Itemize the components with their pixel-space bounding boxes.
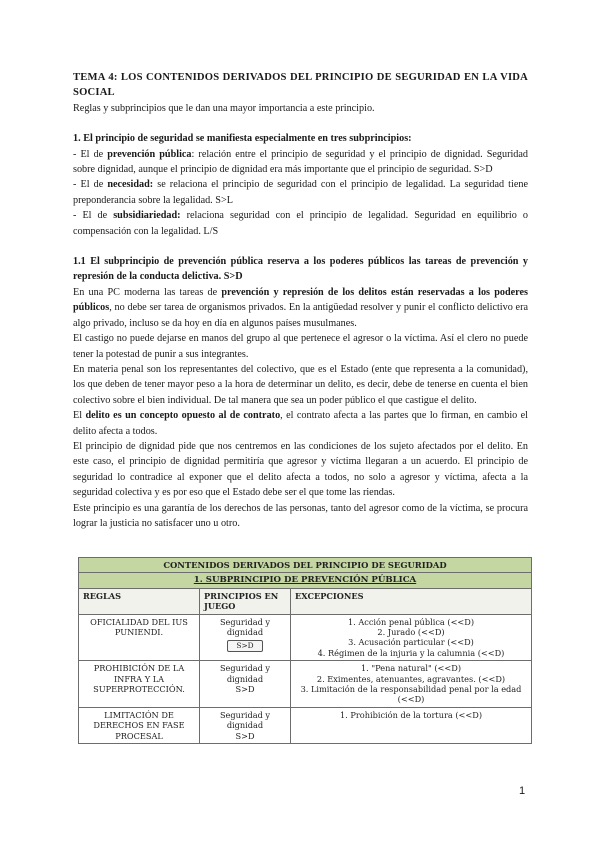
table-row xyxy=(79,614,532,661)
column-header-principles: PRINCIPIOS EN JUEGO xyxy=(200,588,291,614)
paragraph: El principio de dignidad pide que nos centremos en las condiciones de los sujeto afectados por el delito. En este caso, el principio de dignidad permitiría que agresor y víctima llegaran a un acuerdo. El principio de seguridad lo contradice al exponer que el delito afecta a todos, no solo a agresor y víctima, afecta a la seguridad colectiva y es por eso que el Estado debe ser el que tome las riendas. xyxy=(73,440,528,499)
page-subtitle: Reglas y subprincipios que le dan una mayor importancia a este principio. xyxy=(73,102,375,114)
rule-cell: PROHIBICIÓN DE LA INFRA Y LA SUPERPROTECCIÓN. xyxy=(79,661,200,708)
exceptions-cell: 1. Prohibición de la tortura (<<D) xyxy=(291,707,532,743)
principles-cell: Seguridad y dignidad S>D xyxy=(200,707,291,743)
principles-cell: Seguridad y dignidad S>D xyxy=(200,614,291,661)
page-title: TEMA 4: LOS CONTENIDOS DERIVADOS DEL PRINCIPIO DE SEGURIDAD EN LA VIDA SOCIAL xyxy=(73,72,528,99)
paragraph: En una PC moderna las tareas de prevención y represión de los delitos están reservadas a los poderes públicos, no debe ser tarea de organismos privados. En la antigüedad resolver y punir el conflicto delictivo era algo privado, incluso se da hoy en día en algunos países musulmanes. xyxy=(73,286,528,329)
exceptions-cell: 1. Acción penal pública (<<D) 2. Jurado (<<D) 3. Acusación particular (<<D) 4. Régimen de la injuria y la calumnia (<<D) xyxy=(291,614,532,661)
section-1-1-title: 1.1 El subprincipio de prevención pública reserva a los poderes públicos las tareas de prevención y represión de la conducta delictiva. S>D xyxy=(73,256,528,283)
page-number: 1 xyxy=(519,785,526,797)
paragraph: El delito es un concepto opuesto al de contrato, el contrato afecta a las partes que lo firman, en cambio el delito afecta a todos. xyxy=(73,410,528,437)
subprinciple-item: - El de subsidiariedad: relaciona seguridad con el principio de legalidad. Seguridad en equilibrio o compensación con la legalidad. L/S xyxy=(73,210,528,237)
subprinciple-item: - El de necesidad: se relaciona el principio de seguridad con el principio de legalidad. La seguridad tiene preponderancia sobre la legalidad. S>L xyxy=(73,179,528,206)
principle-badge: S>D xyxy=(227,640,262,652)
paragraph: En materia penal son los representantes del colectivo, que es el Estado (ente que representa a la comunidad), los que deben de tener mayor peso a la hora de determinar un delito, es decir, debe de tenerse en cuenta el bien colectivo sobre el bien individual. De tal manera que sea un poder público el que castigue el delito. xyxy=(73,363,528,406)
paragraph: Este principio es una garantía de los derechos de las personas, tanto del agresor como de la víctima, se procura lograr la justicia no satisfacer uno u otro. xyxy=(73,502,528,529)
section-1-title: 1. El principio de seguridad se manifiesta especialmente en tres subprincipios: xyxy=(73,133,412,145)
table-row xyxy=(79,707,532,743)
column-header-exceptions: EXCEPCIONES xyxy=(291,588,532,614)
table-row xyxy=(79,661,532,708)
principles-cell: Seguridad y dignidad S>D xyxy=(200,661,291,708)
column-header-rules: REGLAS xyxy=(79,588,200,614)
table-subtitle: 1. SUBPRINCIPIO DE PREVENCIÓN PÚBLICA xyxy=(79,573,532,588)
document-body xyxy=(73,70,528,531)
paragraph: El castigo no puede dejarse en manos del grupo al que pertenece el agresor o la víctima. Así el clero no puede tener la potestad de punir a sus integrantes. xyxy=(73,333,528,360)
subprinciple-item: - El de prevención pública: relación entre el principio de seguridad y el principio de dignidad. Seguridad sobre dignidad, aunque el principio de dignidad era más importante que el principio de seguridad. S>D xyxy=(73,148,529,176)
exceptions-cell: 1. "Pena natural" (<<D) 2. Eximentes, atenuantes, agravantes. (<<D) 3. Limitación de la responsabilidad penal por la edad (<<D) xyxy=(291,661,532,708)
security-contents-table xyxy=(78,557,532,744)
table-title: CONTENIDOS DERIVADOS DEL PRINCIPIO DE SEGURIDAD xyxy=(79,558,532,573)
rule-cell: LIMITACIÓN DE DERECHOS EN FASE PROCESAL xyxy=(79,707,200,743)
rule-cell: OFICIALIDAD DEL IUS PUNIENDI. xyxy=(79,614,200,661)
